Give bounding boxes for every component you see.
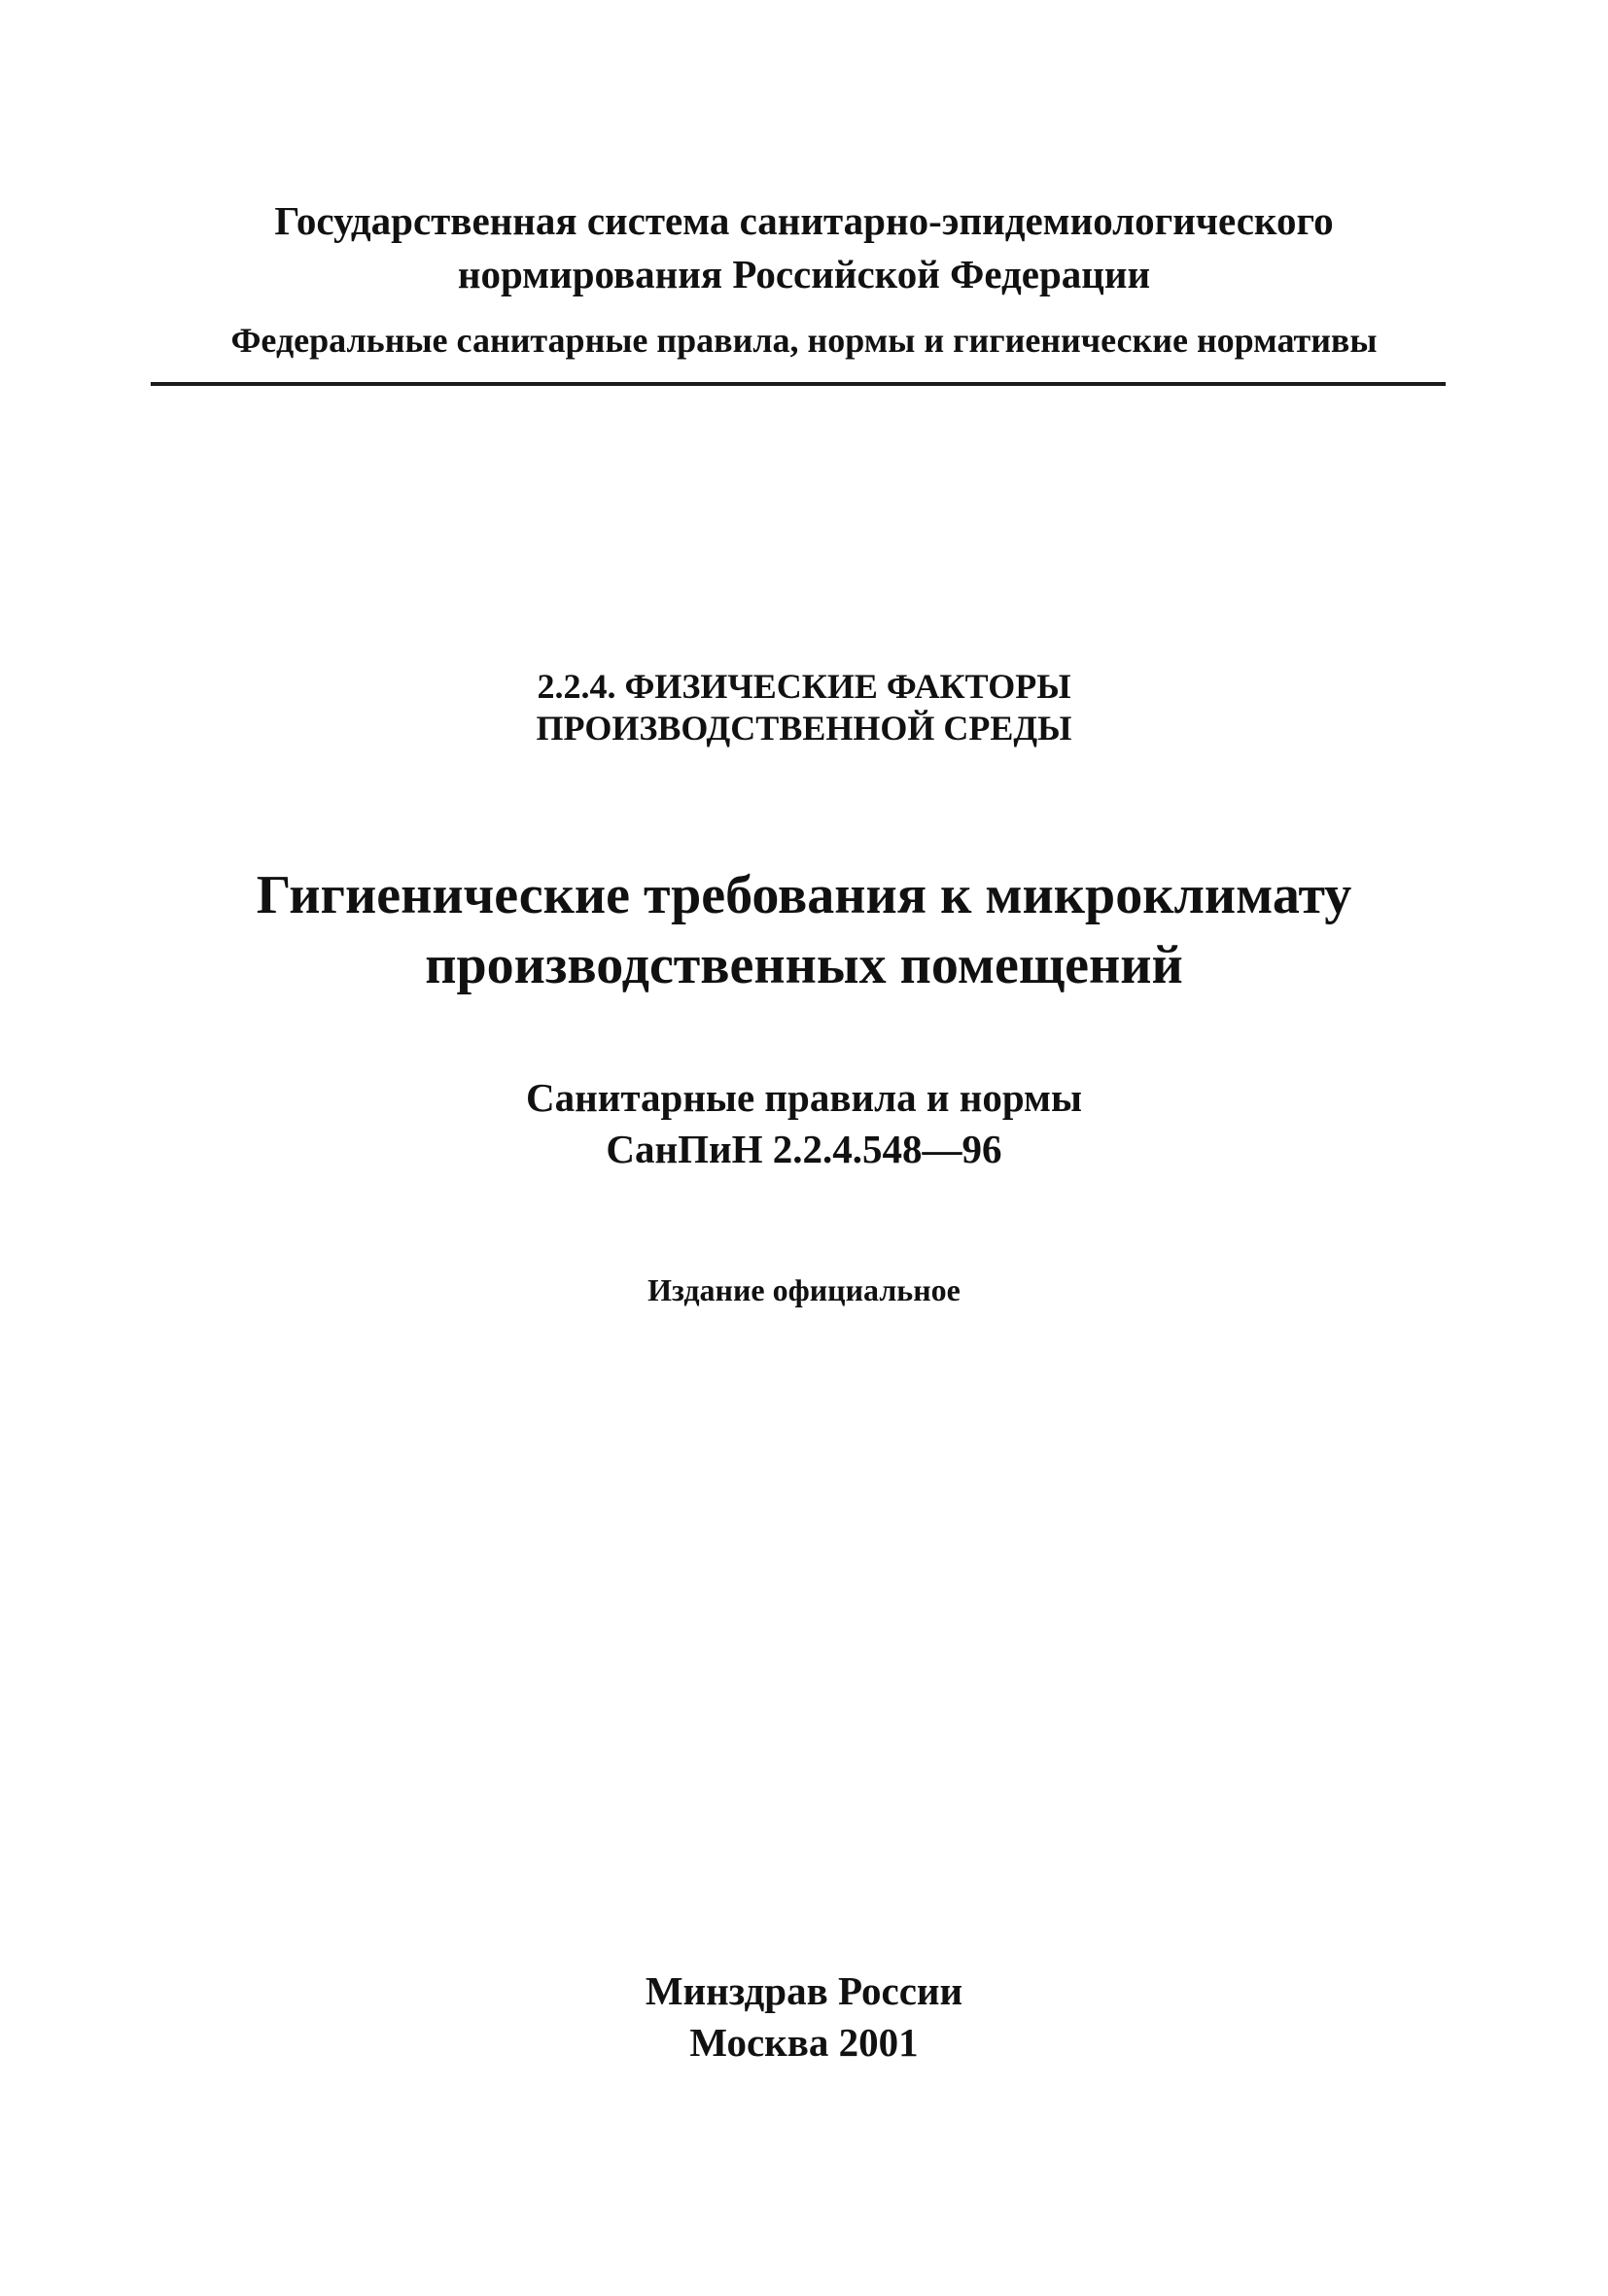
header-system [49,194,1559,301]
edition-note: Издание официальное [647,1272,961,1307]
document-type [0,1072,1608,1175]
header-system-line-2: нормирования Российской Федерации [457,252,1151,296]
document-title [0,860,1608,1000]
section-heading-line-2: ПРОИЗВОДСТВЕННОЙ СРЕДЫ [536,709,1072,748]
section-heading-line-1: 2.2.4. ФИЗИЧЕСКИЕ ФАКТОРЫ [537,667,1071,706]
header-rules: Федеральные санитарные правила, нормы и гигиенические нормативы [230,321,1378,360]
publication-place-year: Москва 2001 [689,2020,919,2065]
publisher-name: Минздрав России [645,1968,963,2013]
document-type-line-1: Санитарные правила и нормы [526,1075,1082,1120]
section-heading [0,666,1608,749]
document-title-line-2: производственных помещений [425,935,1183,995]
document-code: СанПиН 2.2.4.548—96 [606,1127,1002,1171]
header-divider [151,382,1446,386]
document-title-line-1: Гигиенические требования к микроклимату [256,865,1352,925]
publisher-block [0,1966,1608,2069]
header-system-line-1: Государственная система санитарно-эпидемиологического [274,198,1334,243]
